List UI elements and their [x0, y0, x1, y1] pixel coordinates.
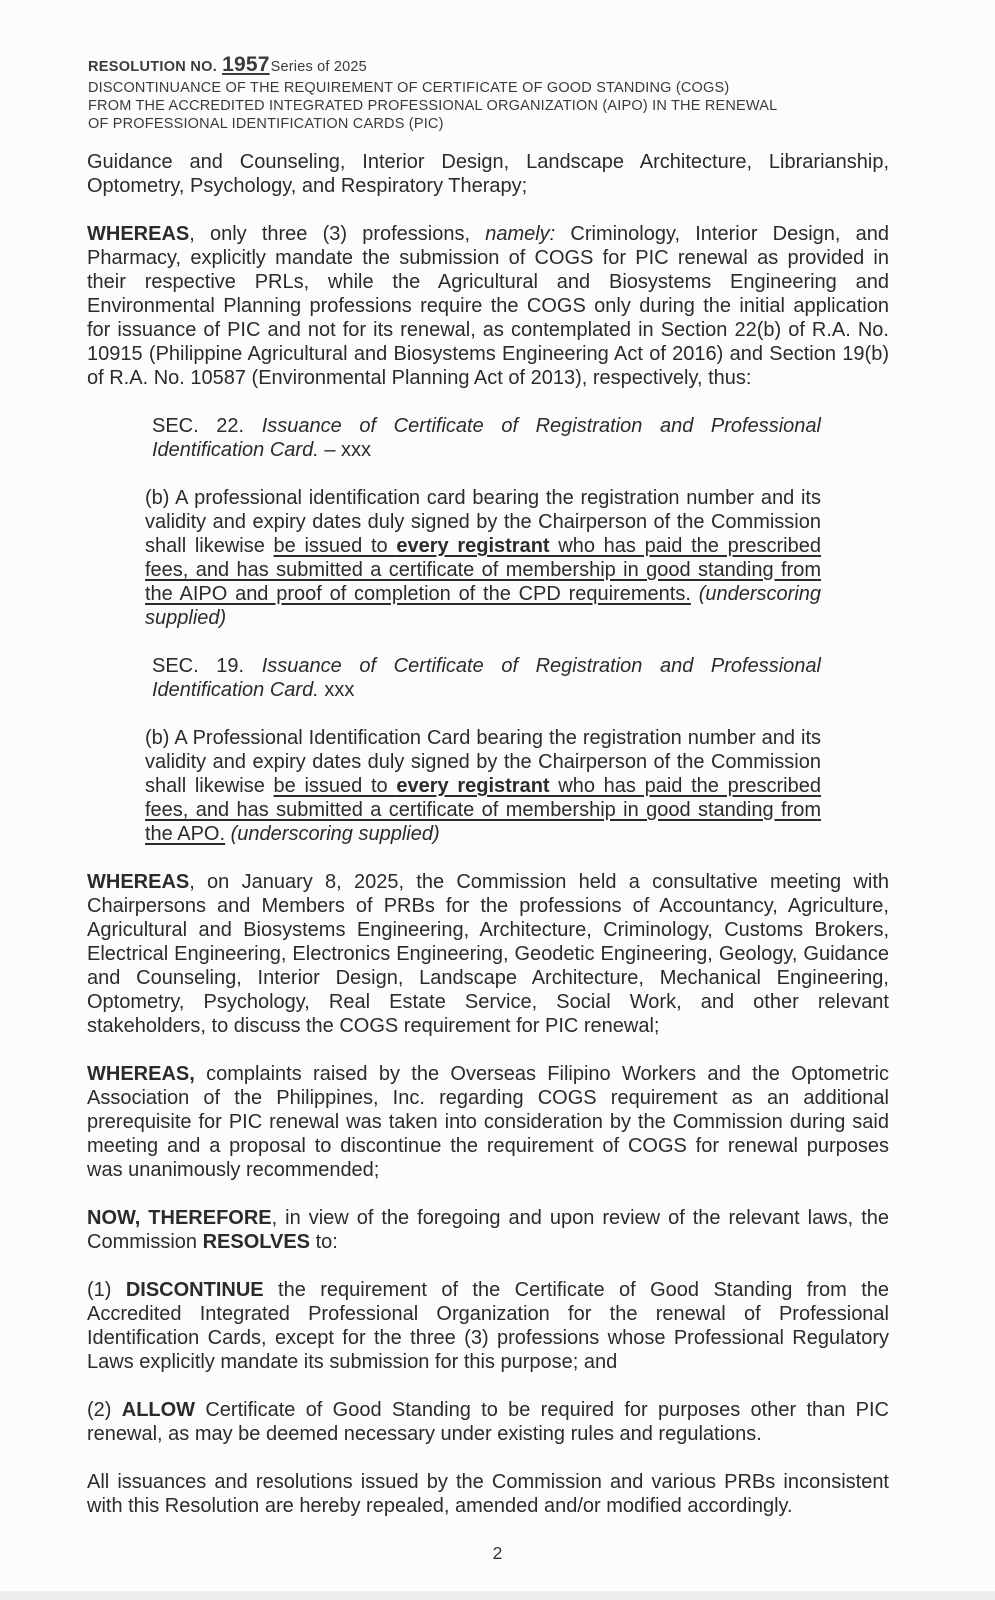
page-number: 2: [492, 1543, 503, 1563]
paragraph-now-therefore: [87, 1206, 889, 1254]
text-run: , on January 8, 2025, the Commission held a consultative meeting with Chairpersons and Members of PRBs for the professions of Accountancy, Agriculture, Agricultural and Biosystems Engineering, Architecture, Criminology, Customs Brokers, Electrical Engineering, Electronics Engineering, Geodetic Engineering, Geology, Guidance and Counseling, Interior Design, Landscape Architecture, Mechanical Engineering, Optometry, Psychology, Real Estate Service, Social Work, and other relevant stakeholders, to discuss the COGS requirement for PIC renewal;: [87, 871, 889, 1037]
header-subject-line-1: DISCONTINUANCE OF THE REQUIREMENT OF CERTIFICATE OF GOOD STANDING (COGS): [88, 80, 730, 96]
scan-edge-artifact: [0, 1591, 995, 1600]
series-label: Series of 2025: [270, 59, 367, 75]
text-run: Issuance of Certificate of Registration and Professional Identification Card.: [152, 415, 821, 461]
text-run: SEC. 19.: [152, 655, 262, 677]
text-run: DISCONTINUE: [125, 1279, 264, 1301]
text-run: to:: [310, 1231, 338, 1253]
document-body: [87, 150, 889, 1518]
text-run: (2): [87, 1399, 122, 1421]
resolution-number-line: [88, 53, 808, 76]
text-run: Issuance of Certificate of Registration and Professional Identification Card.: [152, 655, 821, 701]
text-run: Guidance and Counseling, Interior Design, Landscape Architecture, Librarianship, Optometry, Psychology, and Respiratory Therapy;: [87, 151, 889, 197]
paragraph-sec-22-heading: [145, 414, 821, 462]
paragraph-repealing-clause: [87, 1470, 889, 1518]
text-run: be issued to: [273, 535, 397, 557]
paragraph-professions-list-continuation: [87, 150, 889, 198]
header-subject-line-3: OF PROFESSIONAL IDENTIFICATION CARDS (PIC): [88, 116, 444, 132]
text-run: who has paid the prescribed fees, and has submitted a certificate of membership in good standing from the AIPO and proof of completion of the CPD requirements.: [145, 535, 821, 605]
text-run: [691, 583, 699, 605]
text-run: , in view of the foregoing and upon review of the relevant laws, the Commission: [87, 1207, 889, 1253]
text-run: Criminology, Interior Design, and Pharmacy, explicitly mandate the submission of COGS for PIC renewal as provided in their respective PRLs, while the Agricultural and Biosystems Engineering and Environmental Planning professions require the COGS only during the initial application for issuance of PIC and not for its renewal, as contemplated in Section 22(b) of R.A. No. 10915 (Philippine Agricultural and Biosystems Engineering Act of 2016) and Section 19(b) of R.A. No. 10587 (Environmental Planning Act of 2013), respectively, thus:: [87, 223, 890, 389]
text-run: WHEREAS: [87, 223, 190, 245]
text-run: All issuances and resolutions issued by the Commission and various PRBs inconsistent with this Resolution are hereby repealed, amended and/or modified accordingly.: [87, 1471, 889, 1517]
text-run: Certificate of Good Standing to be required for purposes other than PIC renewal, as may be deemed necessary under existing rules and regulations.: [87, 1399, 890, 1445]
text-run: WHEREAS,: [87, 1063, 195, 1085]
paragraph-sec-19-subsection-b: [145, 726, 821, 846]
paragraph-whereas-consultative-meeting: [87, 870, 889, 1038]
text-run: , only three (3) professions,: [189, 223, 486, 245]
resolution-number: 1957: [222, 53, 270, 76]
text-run: NOW, THEREFORE: [87, 1207, 272, 1229]
text-run: (b) A Professional Identification Card bearing the registration number and its validity and expiry dates duly signed by the Chairperson of the Commission shall likewise: [145, 727, 821, 797]
text-run: (underscoring supplied): [145, 583, 822, 629]
text-run: – xxx: [318, 439, 372, 461]
resolution-no-label: RESOLUTION NO.: [88, 59, 218, 75]
header-subject-line-2: FROM THE ACCREDITED INTEGRATED PROFESSIONAL ORGANIZATION (AIPO) IN THE RENEWAL: [88, 98, 778, 114]
text-run: xxx: [318, 679, 355, 701]
text-run: (b) A professional identification card bearing the registration number and its validity and expiry dates duly signed by the Chairperson of the Commission shall likewise: [145, 487, 821, 557]
paragraph-sec-19-heading: [145, 654, 821, 702]
paragraph-resolve-item-1-discontinue: [87, 1278, 889, 1374]
text-run: be issued to: [273, 775, 397, 797]
text-run: RESOLVES: [202, 1231, 311, 1253]
paragraph-sec-22-subsection-b: [145, 486, 821, 630]
text-run: who has paid the prescribed fees, and has submitted a certificate of membership in good standing from the APO.: [145, 775, 821, 845]
text-run: every registrant: [396, 535, 550, 557]
paragraph-whereas-complaints: [87, 1062, 889, 1182]
text-run: namely:: [485, 223, 556, 245]
text-run: WHEREAS: [87, 871, 190, 893]
paragraph-whereas-three-professions: [87, 222, 889, 390]
text-run: ALLOW: [121, 1399, 196, 1421]
text-run: every registrant: [396, 775, 550, 797]
text-run: SEC. 22.: [152, 415, 262, 437]
resolution-header: [88, 53, 808, 133]
text-run: complaints raised by the Overseas Filipino Workers and the Optometric Association of the Philippines, Inc. regarding COGS requirement as an additional prerequisite for PIC renewal was taken into consideration by the Commission during said meeting and a proposal to discontinue the requirement of COGS for renewal purposes was unanimously recommended;: [87, 1063, 889, 1181]
text-run: (underscoring supplied): [230, 823, 440, 845]
text-run: (1): [87, 1279, 126, 1301]
text-run: the requirement of the Certificate of Good Standing from the Accredited Integrated Professional Organization for the renewal of Professional Identification Cards, except for the three (3) professions whose Professional Regulatory Laws explicitly mandate its submission for this purpose; and: [87, 1279, 889, 1373]
paragraph-resolve-item-2-allow: [87, 1398, 889, 1446]
